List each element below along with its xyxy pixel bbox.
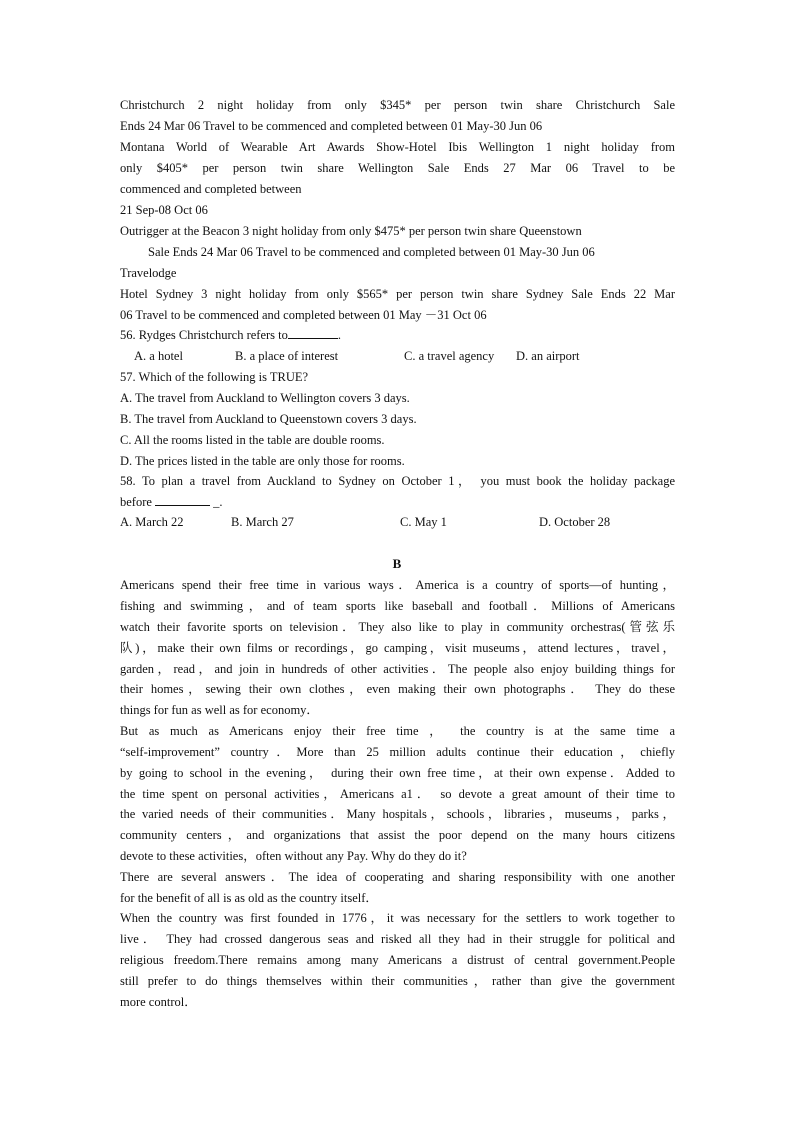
paragraph-4-line: When the country was first founded in 1776，it was necessary for the settlers to work together to [120, 911, 675, 925]
ad-line: Ends 24 Mar 06 Travel to be commenced and completed between 01 May-30 Jun 06 [120, 119, 543, 133]
paragraph-2-line: But as much as Americans enjoy their free time ， the country is at the same time a [120, 724, 675, 738]
question-57: 57. Which of the following is TRUE? [120, 370, 309, 384]
option-c: C. All the rooms listed in the table are double rooms. [120, 433, 385, 447]
ad-line: 21 Sep-08 Oct 06 [120, 203, 208, 217]
paragraph-2-line: the time spent on personal activities，Americans a1． so devote a great amount of their time to [120, 787, 675, 801]
question-56-options [134, 346, 689, 366]
ad-line: commenced and completed between [120, 182, 302, 196]
option-d: D. an airport [516, 349, 580, 363]
question-stem-end: _. [213, 495, 223, 509]
paragraph-2-line: the varied needs of their communities．Many hospitals，schools，libraries，museums，parks， [120, 807, 675, 821]
paragraph-1-line: things for fun as well as for economy． [120, 703, 319, 717]
option-a: A. a hotel [134, 349, 183, 363]
option-a: A. March 22 [120, 515, 184, 529]
paragraph-1-line: 队)，make their own films or recordings，go camping，visit museums，attend lectures，travel， [120, 641, 675, 655]
ad-line: Hotel Sydney 3 night holiday from only $565* per person twin share Sydney Sale Ends 22 Mar [120, 287, 675, 301]
paragraph-2-line: by going to school in the evening， during their own free time，at their own expense．Added to [120, 766, 675, 780]
question-stem-end: . [337, 328, 341, 342]
paragraph-1-line: fishing and swimming，and of team sports like baseball and football．Millions of Americans [120, 599, 675, 613]
paragraph-2-line: community centers，and organizations that assist the poor depend on the many hours citizens [120, 828, 675, 842]
paragraph-2-line: devote to these activities，often without any Pay. Why do they do it? [120, 849, 467, 863]
ad-line: Travelodge [120, 266, 177, 280]
paragraph-1-line: Americans spend their free time in various ways．America is a country of sports—of hunting， [120, 578, 675, 592]
paragraph-4-line: religious freedom.There remains among many Americans a distrust of central government.People [120, 953, 675, 967]
question-58-cont [120, 492, 675, 512]
ad-line: Sale Ends 24 Mar 06 Travel to be commenced and completed between 01 May-30 Jun 06 [148, 245, 595, 259]
question-stem: before [120, 495, 152, 509]
paragraph-1-line: watch their favorite sports on television．They also like to play in community orchestras(管弦乐 [120, 620, 675, 634]
paragraph-4-line: more control． [120, 995, 197, 1009]
option-d: D. October 28 [539, 515, 611, 529]
answer-blank [155, 494, 210, 506]
option-c: C. a travel agency [404, 349, 495, 363]
ad-line: only $405* per person twin share Wellington Sale Ends 27 Mar 06 Travel to be [120, 161, 675, 175]
paragraph-1-line: their homes，sewing their own clothes，even making their own photographs． They do these [120, 682, 675, 696]
option-b: B. a place of interest [235, 349, 339, 363]
question-58-options [120, 512, 675, 532]
ad-line: 06 Travel to be commenced and completed between 01 May －31 Oct 06 [120, 308, 487, 322]
section-title: B [392, 556, 402, 571]
question-56 [120, 325, 675, 345]
paragraph-3-line: There are several answers．The idea of cooperating and sharing responsibility with one another [120, 870, 675, 884]
ad-line: Christchurch 2 night holiday from only $345* per person twin share Christchurch Sale [120, 98, 675, 112]
answer-blank [288, 327, 338, 339]
option-a: A. The travel from Auckland to Wellington covers 3 days. [120, 391, 410, 405]
paragraph-1-line: garden，read，and join in hundreds of other activities．The people also enjoy building things for [120, 662, 675, 676]
paragraph-4-line: live． They had crossed dangerous seas and risked all they had in their struggle for political and [120, 932, 675, 946]
question-58: 58. To plan a travel from Auckland to Sydney on October 1， you must book the holiday package [120, 474, 675, 488]
option-b: B. March 27 [231, 515, 294, 529]
question-stem: 56. Rydges Christchurch refers to [120, 328, 288, 342]
ad-line: Outrigger at the Beacon 3 night holiday from only $475* per person twin share Queenstown [120, 224, 582, 238]
option-c: C. May 1 [400, 515, 447, 529]
paragraph-4-line: still prefer to do things themselves within their communities，rather than give the government [120, 974, 675, 988]
paragraph-2-line: “self-improvement” country．More than 25 million adults continue their education，chiefly [120, 745, 675, 759]
paragraph-3-line: for the benefit of all is as old as the country itself． [120, 891, 378, 905]
option-d: D. The prices listed in the table are only those for rooms. [120, 454, 405, 468]
option-b: B. The travel from Auckland to Queenstown covers 3 days. [120, 412, 417, 426]
ad-line: Montana World of Wearable Art Awards Show-Hotel Ibis Wellington 1 night holiday from [120, 140, 675, 154]
